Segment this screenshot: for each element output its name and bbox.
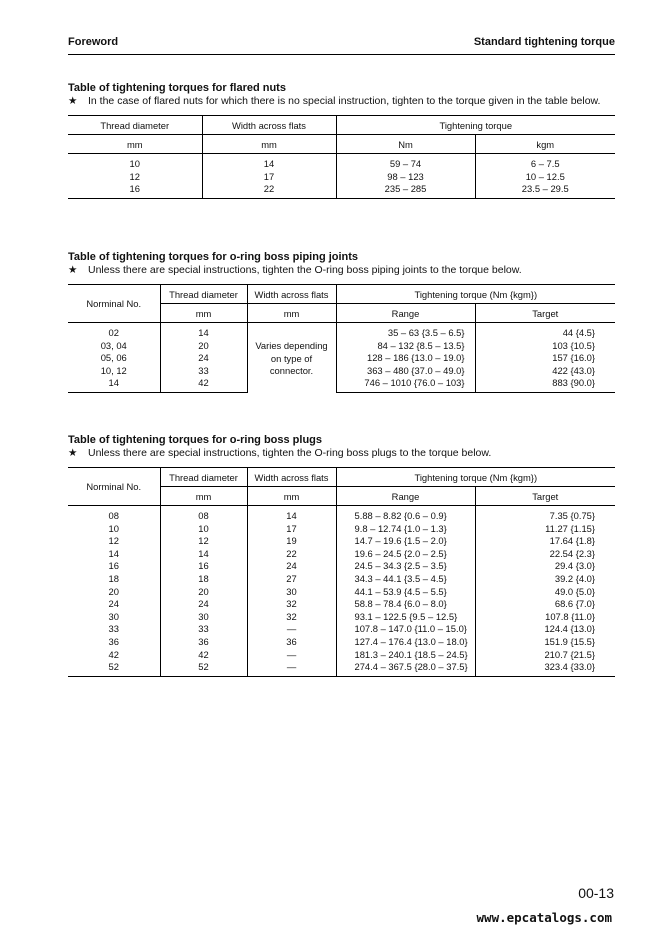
cell-torque-range: 128 – 186 {13.0 – 19.0} <box>336 352 475 365</box>
cell-thread-diameter: 36 <box>160 636 247 649</box>
cell-thread-diameter: 14 <box>160 548 247 561</box>
boss-plugs-section <box>68 434 615 677</box>
cell-nominal-no: 24 <box>108 598 119 610</box>
boss-plugs-note-text: Unless there are special instructions, tighten the O-ring boss plugs to the torque below. <box>88 447 492 459</box>
unit-target: Target <box>475 487 615 506</box>
cell-torque-target: 49.0 {5.0} <box>475 586 615 599</box>
boss-plugs-table-body <box>68 506 615 677</box>
cell-width-across-flats: 32 <box>247 598 336 611</box>
table-row <box>68 661 615 676</box>
table-header-row <box>68 468 615 487</box>
piping-joints-title: Table of tightening torques for o-ring boss piping joints <box>68 251 359 263</box>
cell-width-across-flats: 14 <box>202 154 336 171</box>
table-row <box>68 154 615 171</box>
table-row <box>68 560 615 573</box>
col-tightening-torque: Tightening torque (Nm {kgm}) <box>336 468 615 487</box>
cell-torque-target: 107.8 {11.0} <box>475 611 615 624</box>
cell-torque-range: 84 – 132 {8.5 – 13.5} <box>336 340 475 353</box>
unit-thread: mm <box>68 135 202 154</box>
unit-width: mm <box>247 487 336 506</box>
cell-torque-range: 93.1 – 122.5 {9.5 – 12.5} <box>336 611 475 624</box>
cell-torque-range: 107.8 – 147.0 {11.0 – 15.0} <box>336 623 475 636</box>
unit-width: mm <box>202 135 336 154</box>
star-icon: ★ <box>68 264 78 276</box>
cell-torque-target: 157 {16.0} <box>475 352 615 365</box>
star-icon: ★ <box>68 447 78 459</box>
cell-thread-diameter: 08 <box>160 506 247 523</box>
cell-width-across-flats: 32 <box>247 611 336 624</box>
cell-thread-diameter: 24 <box>160 598 247 611</box>
cell-torque-target: 422 {43.0} <box>475 365 615 378</box>
cell-thread-diameter: 16 <box>160 560 247 573</box>
piping-joints-note-text: Unless there are special instructions, tighten the O-ring boss piping joints to the torque below. <box>88 264 522 276</box>
cell-torque-target: 210.7 {21.5} <box>475 649 615 662</box>
cell-nominal-no: 14 <box>68 377 160 392</box>
cell-nominal-no: 20 <box>108 585 119 597</box>
page-number: 00-13 <box>578 885 614 901</box>
cell-torque-target: 7.35 {0.75} <box>475 506 615 523</box>
cell-thread-diameter: 14 <box>160 323 247 340</box>
col-thread-diameter: Thread diameter <box>160 468 247 487</box>
cell-width-across-flats: 19 <box>247 535 336 548</box>
table-unit-row <box>68 135 615 154</box>
header-chapter-title: Standard tightening torque <box>473 36 615 48</box>
cell-torque-target: 11.27 {1.15} <box>475 523 615 536</box>
table-row <box>68 171 615 184</box>
cell-width-across-flats: 36 <box>247 636 336 649</box>
cell-width-across-flats: 14 <box>247 506 336 523</box>
cell-torque-range: 5.88 – 8.82 {0.6 – 0.9} <box>336 506 475 523</box>
cell-torque-range: 181.3 – 240.1 {18.5 – 24.5} <box>336 649 475 662</box>
flared-nuts-note-text: In the case of flared nuts for which there is no special instruction, tighten to the torque given in the table below. <box>88 95 601 107</box>
table-row <box>68 598 615 611</box>
unit-thread: mm <box>160 487 247 506</box>
cell-width-across-flats: — <box>247 623 336 636</box>
col-thread-diameter: Thread diameter <box>160 285 247 304</box>
table-row <box>68 523 615 536</box>
cell-thread-diameter: 10 <box>129 158 140 169</box>
cell-width-across-flats: 27 <box>247 573 336 586</box>
cell-width-across-flats: 17 <box>202 171 336 184</box>
cell-thread-diameter: 52 <box>160 661 247 676</box>
cell-nominal-no: 05, 06 <box>100 352 127 364</box>
boss-plugs-table <box>68 467 615 677</box>
flared-nuts-title: Table of tightening torques for flared nuts <box>68 82 286 94</box>
cell-torque-target: 68.6 {7.0} <box>475 598 615 611</box>
unit-width: mm <box>247 304 336 323</box>
table-row <box>68 365 615 378</box>
cell-torque-range: 9.8 – 12.74 {1.0 – 1.3} <box>336 523 475 536</box>
cell-torque-range: 34.3 – 44.1 {3.5 – 4.5} <box>336 573 475 586</box>
cell-thread-diameter: 33 <box>160 623 247 636</box>
table-row <box>68 611 615 624</box>
cell-nominal-no: 10 <box>108 522 119 534</box>
flared-nuts-note <box>68 95 615 108</box>
table-row <box>68 352 615 365</box>
piping-joints-section <box>68 251 615 393</box>
table-row <box>68 183 615 198</box>
col-width-across-flats: Width across flats <box>202 116 336 135</box>
cell-thread-diameter: 42 <box>160 377 247 392</box>
cell-torque-target: 17.64 {1.8} <box>475 535 615 548</box>
cell-thread-diameter: 18 <box>160 573 247 586</box>
cell-width-across-flats: 24 <box>247 560 336 573</box>
cell-thread-diameter: 12 <box>160 535 247 548</box>
unit-kgm: kgm <box>475 135 615 154</box>
cell-torque-range: 19.6 – 24.5 {2.0 – 2.5} <box>336 548 475 561</box>
boss-plugs-note <box>68 447 615 460</box>
cell-nominal-no: 14 <box>108 547 119 559</box>
flared-nuts-section <box>68 82 615 199</box>
cell-width-across-flats: 17 <box>247 523 336 536</box>
cell-thread-diameter: 10 <box>160 523 247 536</box>
cell-torque-range: 363 – 480 {37.0 – 49.0} <box>336 365 475 378</box>
table-header-row <box>68 285 615 304</box>
table-row <box>68 535 615 548</box>
table-row <box>68 573 615 586</box>
cell-torque-nm: 235 – 285 <box>336 183 475 198</box>
cell-nominal-no: 30 <box>108 610 119 622</box>
cell-thread-diameter: 16 <box>68 183 202 198</box>
cell-torque-kgm: 23.5 – 29.5 <box>475 183 615 198</box>
cell-nominal-no: 18 <box>108 572 119 584</box>
cell-torque-target: 151.9 {15.5} <box>475 636 615 649</box>
col-width-across-flats: Width across flats <box>247 285 336 304</box>
cell-torque-target: 103 {10.5} <box>475 340 615 353</box>
cell-torque-range: 44.1 – 53.9 {4.5 – 5.5} <box>336 586 475 599</box>
cell-nominal-no: 03, 04 <box>100 339 127 351</box>
unit-nm: Nm <box>336 135 475 154</box>
col-tightening-torque: Tightening torque <box>336 116 615 135</box>
cell-torque-range: 746 – 1010 {76.0 – 103} <box>336 377 475 392</box>
cell-width-across-flats: 30 <box>247 586 336 599</box>
cell-torque-nm: 59 – 74 <box>336 154 475 171</box>
piping-joints-note <box>68 264 615 277</box>
table-header-row <box>68 116 615 135</box>
unit-thread: mm <box>160 304 247 323</box>
table-row <box>68 649 615 662</box>
cell-nominal-no: 12 <box>108 535 119 547</box>
cell-torque-target: 883 {90.0} <box>475 377 615 392</box>
cell-nominal-no: 16 <box>108 560 119 572</box>
cell-nominal-no: 36 <box>108 635 119 647</box>
cell-nominal-no: 42 <box>108 648 119 660</box>
col-tightening-torque: Tightening torque (Nm {kgm}) <box>336 285 615 304</box>
cell-torque-nm: 98 – 123 <box>336 171 475 184</box>
boss-plugs-title: Table of tightening torques for o-ring boss plugs <box>68 434 323 446</box>
flared-nuts-table-body <box>68 154 615 199</box>
cell-torque-range: 14.7 – 19.6 {1.5 – 2.0} <box>336 535 475 548</box>
watermark-url: www.epcatalogs.com <box>476 910 612 925</box>
cell-thread-diameter: 24 <box>160 352 247 365</box>
cell-torque-kgm: 6 – 7.5 <box>475 154 615 171</box>
cell-nominal-no: 08 <box>108 510 119 521</box>
col-nominal-no: Norminal No. <box>68 285 160 323</box>
cell-nominal-no: 52 <box>68 661 160 676</box>
table-row <box>68 506 615 523</box>
cell-torque-target: 323.4 {33.0} <box>475 661 615 676</box>
cell-nominal-no: 33 <box>108 623 119 635</box>
cell-thread-diameter: 42 <box>160 649 247 662</box>
cell-torque-target: 39.2 {4.0} <box>475 573 615 586</box>
cell-torque-range: 58.8 – 78.4 {6.0 – 8.0} <box>336 598 475 611</box>
cell-width-varies: Varies depending on type of connector. <box>247 323 336 393</box>
table-row <box>68 586 615 599</box>
cell-torque-range: 24.5 – 34.3 {2.5 – 3.5} <box>336 560 475 573</box>
cell-torque-target: 29.4 {3.0} <box>475 560 615 573</box>
cell-width-across-flats: — <box>247 661 336 676</box>
piping-joints-table-body <box>68 323 615 393</box>
cell-width-across-flats: 22 <box>247 548 336 561</box>
col-nominal-no: Norminal No. <box>68 468 160 506</box>
unit-target: Target <box>475 304 615 323</box>
flared-nuts-table <box>68 115 615 199</box>
cell-thread-diameter: 20 <box>160 586 247 599</box>
header-section-title: Foreword <box>68 36 119 48</box>
cell-nominal-no: 02 <box>108 327 119 338</box>
cell-thread-diameter: 12 <box>129 170 140 182</box>
cell-width-across-flats: 22 <box>202 183 336 198</box>
table-row <box>68 548 615 561</box>
cell-thread-diameter: 30 <box>160 611 247 624</box>
cell-torque-kgm: 10 – 12.5 <box>475 171 615 184</box>
col-width-across-flats: Width across flats <box>247 468 336 487</box>
col-thread-diameter: Thread diameter <box>68 116 202 135</box>
page-header <box>68 36 615 55</box>
cell-thread-diameter: 33 <box>160 365 247 378</box>
piping-joints-table <box>68 284 615 393</box>
cell-torque-range: 274.4 – 367.5 {28.0 – 37.5} <box>336 661 475 676</box>
cell-width-across-flats: — <box>247 649 336 662</box>
cell-torque-target: 124.4 {13.0} <box>475 623 615 636</box>
table-row <box>68 636 615 649</box>
cell-nominal-no: 10, 12 <box>100 364 127 376</box>
unit-range: Range <box>336 487 475 506</box>
cell-torque-target: 22.54 {2.3} <box>475 548 615 561</box>
star-icon: ★ <box>68 95 78 107</box>
cell-thread-diameter: 20 <box>160 340 247 353</box>
cell-torque-range: 35 – 63 {3.5 – 6.5} <box>336 323 475 340</box>
cell-torque-target: 44 {4.5} <box>475 323 615 340</box>
table-row <box>68 340 615 353</box>
table-row <box>68 377 615 392</box>
unit-range: Range <box>336 304 475 323</box>
table-row <box>68 623 615 636</box>
table-row <box>68 323 615 340</box>
cell-torque-range: 127.4 – 176.4 {13.0 – 18.0} <box>336 636 475 649</box>
